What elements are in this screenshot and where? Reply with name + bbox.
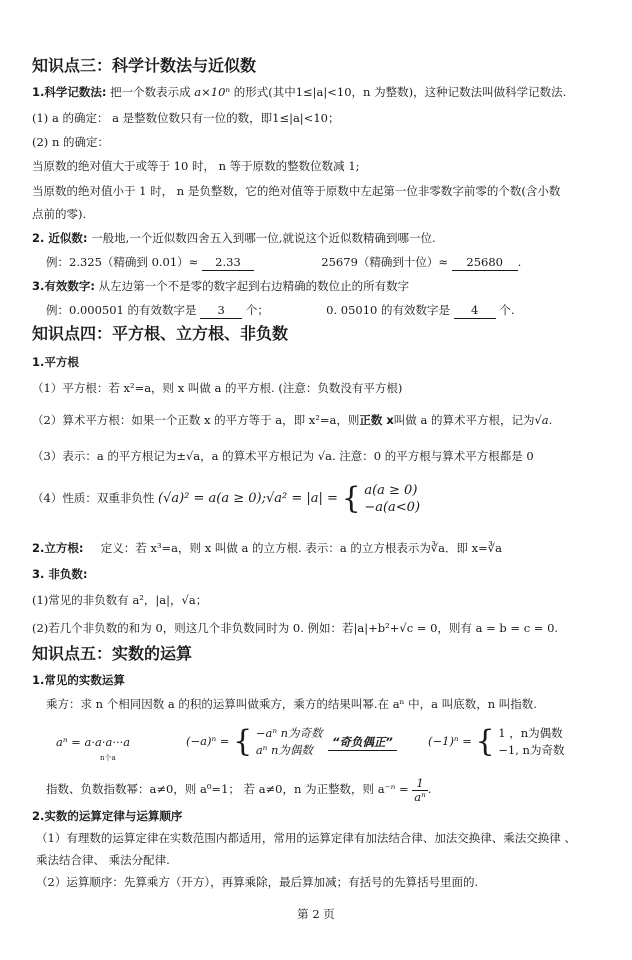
n-rule-small: 当原数的绝对值小于 1 时， n 是负整数，它的绝对值等于原数中左起第一位非零数字前零的个数(含小数 — [32, 184, 561, 198]
zero-negative-exponent: 指数、负数指数幂：a≠0，则 a⁰=1； 若 a≠0，n 为正整数，则 a⁻ⁿ = $\frac{1}{\text{aⁿ}}$ . — [46, 775, 432, 804]
power-formulas — [56, 724, 614, 774]
sig-fig-answer-b: 4 — [454, 302, 496, 319]
power-definition: 乘方：求 n 个相同因数 a 的积的运算叫做乘方，乘方的结果叫幂.在 aⁿ 中，a 叫底数，n 叫指数. — [46, 697, 537, 711]
sig-fig-example — [46, 302, 614, 319]
neg-a-case-2: aⁿ n为偶数 — [255, 743, 313, 757]
neg-one-power-cases — [498, 725, 564, 759]
arithmetic-root-text-c: 叫做 a 的算术平方根，记为 — [393, 413, 535, 427]
approx-answer-b: 25680 — [452, 254, 518, 271]
square-root-heading: 1.平方根 — [32, 355, 79, 369]
arithmetic-root-text-a: （2）算术平方根：如果一个正数 x 的平方等于 a，即 x²=a，则 — [32, 413, 360, 427]
non-negative-common: (1)常见的非负数有 a²，|a|，√a； — [32, 593, 208, 607]
exponent-neg-n: ⁻ⁿ = — [384, 782, 409, 796]
ops-laws-heading: 2.实数的运算定律与运算顺序 — [32, 809, 183, 823]
root-property-formula: (√a)² = a(a ≥ 0);√a² = |a| = — [157, 491, 338, 506]
arithmetic-root-bold: 正数 x — [359, 413, 394, 427]
sci-notation-definition — [32, 84, 614, 100]
root-property — [32, 478, 614, 519]
sci-notation-formula: a×10ⁿ — [194, 85, 231, 99]
approx-example-b: 25679（精确到十位）≈ — [321, 255, 449, 269]
approx-answer-a: 2.33 — [202, 254, 254, 271]
exponent-fraction — [412, 777, 428, 804]
neg-one-power-lhs: (−1)ⁿ = — [428, 734, 472, 748]
brace-symbol: { — [475, 724, 495, 759]
approx-label: 2. 近似数: — [32, 231, 88, 245]
root-notation: （3）表示：a 的平方根记为±√a，a 的算术平方根记为 √a. 注意：0 的平方根与算术平方根都是 0 — [32, 449, 534, 463]
ops-laws-1-cont: 乘法结合律、 乘法分配律. — [36, 853, 170, 867]
square-root-def: （1）平方根：若 x²=a，则 x 叫做 a 的平方根. (注意：负数没有平方根) — [32, 381, 403, 395]
cube-root-label: 2.立方根: — [32, 541, 84, 555]
neg-one-case-2: −1, n为奇数 — [498, 743, 565, 757]
section-4-title: 知识点四：平方根、立方根、非负数 — [32, 324, 289, 343]
arithmetic-root-symbol: √a — [534, 413, 549, 427]
arithmetic-root-def: （2）算术平方根：如果一个正数 x 的平方等于 a，即 x²=a，则正数 x叫做 a 的算术平方根，记为√a. — [32, 413, 553, 427]
sci-notation-text-a: 把一个数表示成 — [110, 85, 191, 99]
sci-notation-label: 1.科学记数法: — [32, 85, 107, 99]
neg-one-case-1: 1 ，n为偶数 — [498, 726, 563, 740]
neg-a-case-1: −aⁿ n为奇数 — [255, 726, 323, 740]
non-negative-heading: 3. 非负数: — [32, 567, 88, 581]
n-rule-large: 当原数的绝对值大于或等于 10 时， n 等于原数的整数位数减 1; — [32, 159, 360, 173]
a-determination: (1) a 的确定： a 是整数位数只有一位的数，即1≤|a|<10； — [32, 111, 340, 125]
sig-fig-answer-a: 3 — [200, 302, 242, 319]
sci-notation-text-b: 的形式(其中1≤|a|<10，n 为整数)，这种记数法叫做科学记数法. — [233, 85, 567, 99]
root-property-label: （4）性质：双重非负性 — [32, 491, 155, 505]
brace-symbol: { — [341, 481, 361, 516]
n-rule-small-cont: 点前的零). — [32, 207, 87, 221]
ops-order: （2）运算顺序：先算乘方（开方），再算乘除，最后算加减；有括号的先算括号里面的. — [36, 875, 479, 889]
power-expansion-formula: aⁿ = a·a·a···a — [56, 735, 131, 749]
section-5-title: 知识点五：实数的运算 — [32, 644, 193, 663]
power-expansion-sub: n个a — [100, 754, 116, 762]
root-property-cases — [364, 482, 420, 516]
non-negative-sum: (2)若几个非负数的和为 0，则这几个非负数同时为 0. 例如：若|a|+b²+√c = 0，则有 a = b = c = 0. — [32, 621, 559, 635]
fraction-numerator: 1 — [412, 777, 428, 791]
ops-laws-1: （1）有理数的运算定律在实数范围内都适用，常用的运算定律有加法结合律、加法交换律、乘法交换律 、 — [36, 831, 576, 845]
neg-a-power-cases — [256, 725, 323, 759]
exponent-text: 指数、负数指数幂：a≠0，则 a⁰=1； 若 a≠0，n 为正整数，则 a — [46, 782, 385, 796]
sig-fig-definition — [32, 278, 614, 294]
neg-one-power — [428, 724, 564, 759]
sig-fig-example-a-tail: 个； — [245, 303, 269, 317]
cube-root-text: 定义：若 x³=a，则 x 叫做 a 的立方根. 表示：a 的立方根表示为∛a．即 x=∛a — [100, 541, 502, 555]
sig-fig-label: 3.有效数字: — [32, 279, 95, 293]
approx-example-a: 例：2.325（精确到 0.01）≈ — [46, 255, 199, 269]
cube-root-def — [32, 540, 614, 556]
neg-a-power-lhs: (−a)ⁿ = — [186, 734, 230, 748]
neg-a-power — [186, 724, 323, 759]
odd-neg-even-pos-tag: “奇负偶正” — [328, 734, 397, 751]
n-determination: (2) n 的确定： — [32, 135, 110, 149]
approx-definition — [32, 230, 614, 246]
section-3-title: 知识点三：科学计数法与近似数 — [32, 56, 257, 75]
approx-example: 例：2.325（精确到 0.01）≈ 2.33 25679（精确到十位）≈ 25680 . — [46, 255, 522, 269]
sig-fig-example-b-tail: 个. — [499, 303, 515, 317]
page-number: 第 2 页 — [297, 907, 335, 921]
sig-fig-example-b: 0. 05010 的有效数字是 — [326, 303, 451, 317]
brace-symbol: { — [233, 724, 253, 759]
sig-fig-text: 从左边第一个不是零的数字起到右边精确的数位止的所有数字 — [98, 279, 410, 293]
approx-text: 一般地,一个近似数四舍五入到哪一位,就说这个近似数精确到哪一位. — [91, 231, 436, 245]
real-ops-heading: 1.常见的实数运算 — [32, 673, 125, 687]
fraction-denominator: aⁿ — [414, 789, 426, 804]
power-expansion — [56, 734, 131, 762]
sig-fig-example-a: 例：0.000501 的有效数字是 — [46, 303, 197, 317]
root-case-2: −a(a<0) — [364, 500, 421, 515]
root-case-1: a(a ≥ 0) — [364, 483, 418, 498]
